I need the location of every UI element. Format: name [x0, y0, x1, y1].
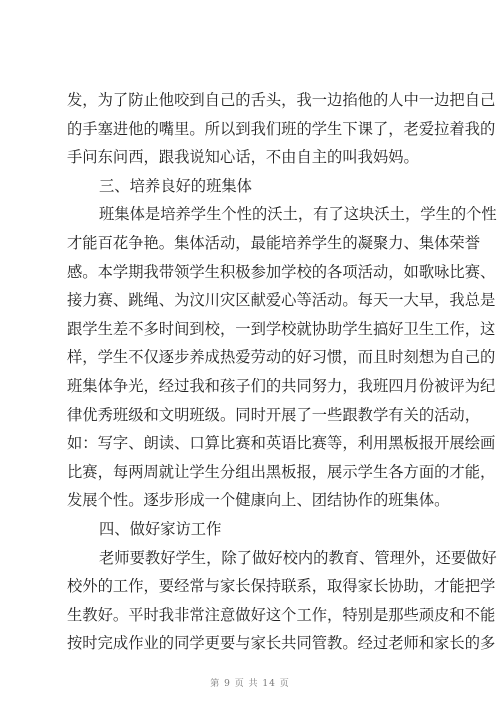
body-line: 如：写字、朗读、口算比赛和英语比赛等，利用黑板报开展绘画: [67, 434, 496, 453]
body-line: 班集体争光，经过我和孩子们的共同努力，我班四月份被评为纪: [67, 376, 496, 395]
body-line: 的手塞进他的嘴里。所以到我们班的学生下课了，老爱拉着我的: [67, 119, 496, 138]
body-line: 样，学生不仅逐步养成热爱劳动的好习惯，而且时刻想为自己的: [67, 348, 496, 367]
body-line: 比赛，每两周就让学生分组出黑板报，展示学生各方面的才能，: [67, 462, 496, 481]
section-heading: 三、培养良好的班集体: [99, 176, 252, 195]
body-line: 校外的工作，要经常与家长保持联系，取得家长协助，才能把学: [67, 577, 496, 596]
body-line: 律优秀班级和文明班级。同时开展了一些跟教学有关的活动，: [67, 405, 481, 424]
body-line: 跟学生差不多时间到校，一到学校就协助学生搞好卫生工作，这: [67, 319, 496, 338]
body-line: 按时完成作业的同学更要与家长共同管教。经过老师和家长的多: [67, 634, 496, 653]
body-line: 感。本学期我带领学生积极参加学校的各项活动，如歌咏比赛、: [67, 262, 496, 281]
body-line: 才能百花争艳。集体活动，最能培养学生的凝聚力、集体荣誉: [67, 233, 481, 252]
body-line: 班集体是培养学生个性的沃土，有了这块沃土，学生的个性: [99, 205, 497, 224]
body-line: 接力赛、跳绳、为汶川灾区献爱心等活动。每天一大早，我总是: [67, 291, 496, 310]
body-line: 手问东问西，跟我说知心话，不由自主的叫我妈妈。: [67, 148, 419, 167]
body-line: 发展个性。逐步形成一个健康向上、团结协作的班集体。: [67, 491, 450, 510]
body-line: 老师要教好学生，除了做好校内的教育、管理外，还要做好: [99, 548, 497, 567]
body-line: 发，为了防止他咬到自己的舌头，我一边掐他的人中一边把自己: [67, 91, 496, 109]
body-line: 生教好。平时我非常注意做好这个工作，特别是那些顽皮和不能: [67, 605, 496, 624]
page-footer: 第 9 页 共 14 页: [210, 679, 290, 689]
section-heading: 四、做好家访工作: [99, 519, 222, 538]
document-body: [67, 86, 497, 658]
